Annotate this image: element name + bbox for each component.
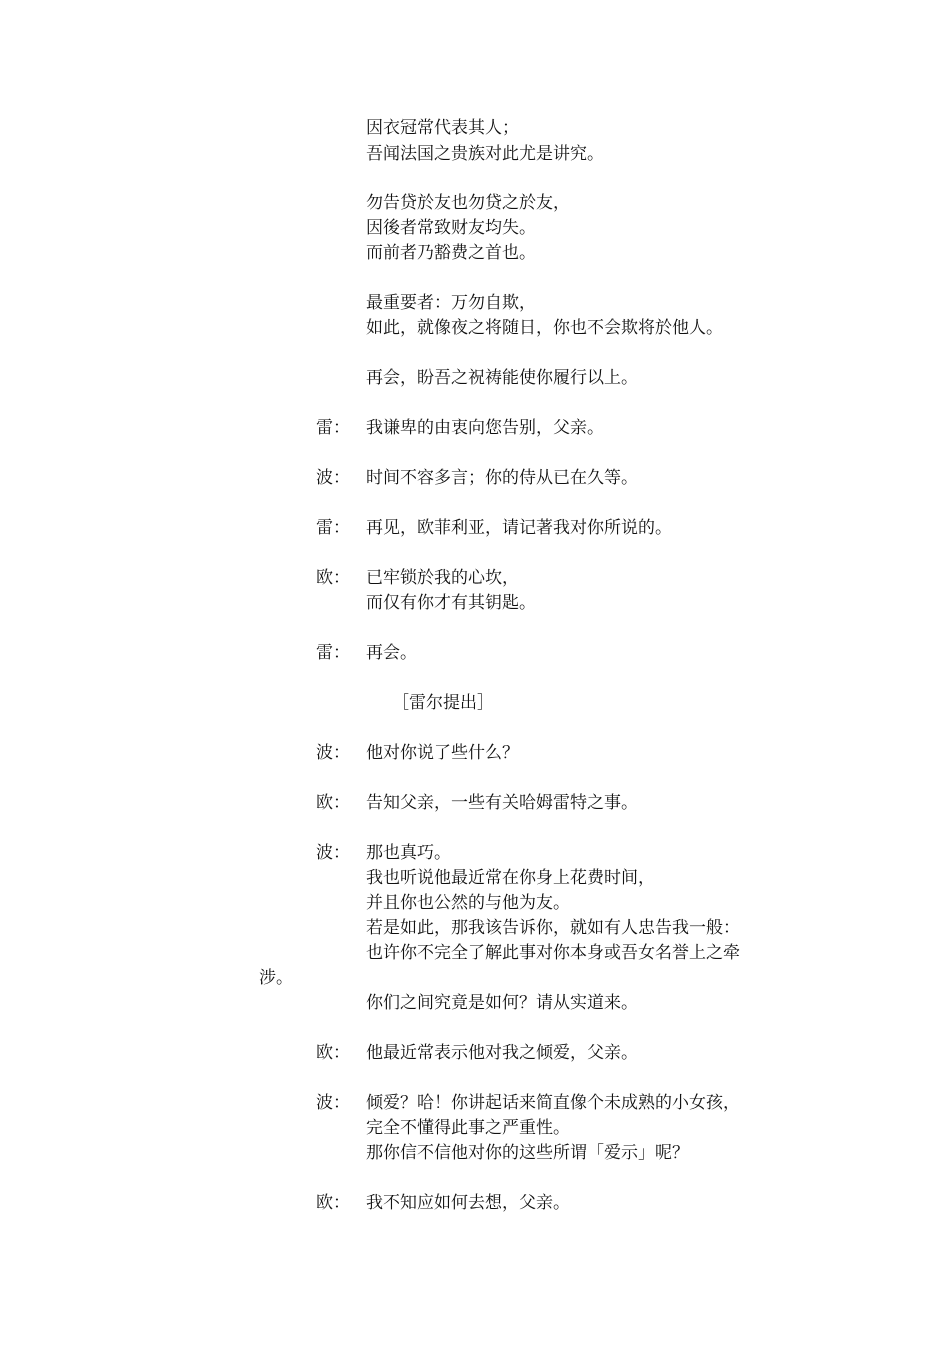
speaker-label: 波：	[316, 743, 350, 763]
dialogue-line: 再会。	[366, 643, 417, 663]
dialogue-line: 我也听说他最近常在你身上花费时间，	[366, 868, 655, 888]
dialogue-line-wrap: 涉。	[259, 968, 293, 988]
dialogue-line: 他最近常表示他对我之倾爱，父亲。	[366, 1043, 638, 1063]
dialogue-line: 我谦卑的由衷向您告别，父亲。	[366, 418, 604, 438]
verse-line: 吾闻法国之贵族对此尤是讲究。	[366, 144, 604, 164]
speaker-label: 雷：	[316, 643, 350, 663]
dialogue-line: 而仅有你才有其钥匙。	[366, 593, 536, 613]
verse-line: 因後者常致财友均失。	[366, 218, 536, 238]
dialogue-line: 那你信不信他对你的这些所谓「爱示」呢？	[366, 1143, 689, 1163]
dialogue-line: 若是如此，那我该告诉你，就如有人忠告我一般：	[366, 918, 740, 938]
speaker-label: 波：	[316, 468, 350, 488]
dialogue-line: 我不知应如何去想，父亲。	[366, 1193, 570, 1213]
dialogue-line: 再见，欧菲利亚，请记著我对你所说的。	[366, 518, 672, 538]
verse-line: 最重要者：万勿自欺，	[366, 293, 536, 313]
stage-direction: ［雷尔提出］	[392, 693, 494, 713]
dialogue-line: 完全不懂得此事之严重性。	[366, 1118, 570, 1138]
dialogue-line: 也许你不完全了解此事对你本身或吾女名誉上之牵	[366, 943, 740, 963]
speaker-label: 欧：	[316, 793, 350, 813]
verse-line: 勿告贷於友也勿贷之於友，	[366, 193, 570, 213]
speaker-label: 欧：	[316, 1193, 350, 1213]
dialogue-line: 倾爱？哈！你讲起话来简直像个未成熟的小女孩，	[366, 1093, 740, 1113]
dialogue-line: 时间不容多言；你的侍从已在久等。	[366, 468, 638, 488]
verse-line: 因衣冠常代表其人；	[366, 118, 519, 138]
speaker-label: 欧：	[316, 568, 350, 588]
verse-line: 再会，盼吾之祝祷能使你履行以上。	[366, 368, 638, 388]
speaker-label: 雷：	[316, 518, 350, 538]
verse-line: 而前者乃豁费之首也。	[366, 243, 536, 263]
dialogue-line: 并且你也公然的与他为友。	[366, 893, 570, 913]
dialogue-line: 已牢锁於我的心坎，	[366, 568, 519, 588]
speaker-label: 波：	[316, 843, 350, 863]
speaker-label: 欧：	[316, 1043, 350, 1063]
dialogue-line: 告知父亲，一些有关哈姆雷特之事。	[366, 793, 638, 813]
speaker-label: 波：	[316, 1093, 350, 1113]
dialogue-line: 那也真巧。	[366, 843, 451, 863]
speaker-label: 雷：	[316, 418, 350, 438]
dialogue-line: 你们之间究竟是如何？请从实道来。	[366, 993, 638, 1013]
dialogue-line: 他对你说了些什么？	[366, 743, 519, 763]
verse-line: 如此，就像夜之将随日，你也不会欺将於他人。	[366, 318, 723, 338]
